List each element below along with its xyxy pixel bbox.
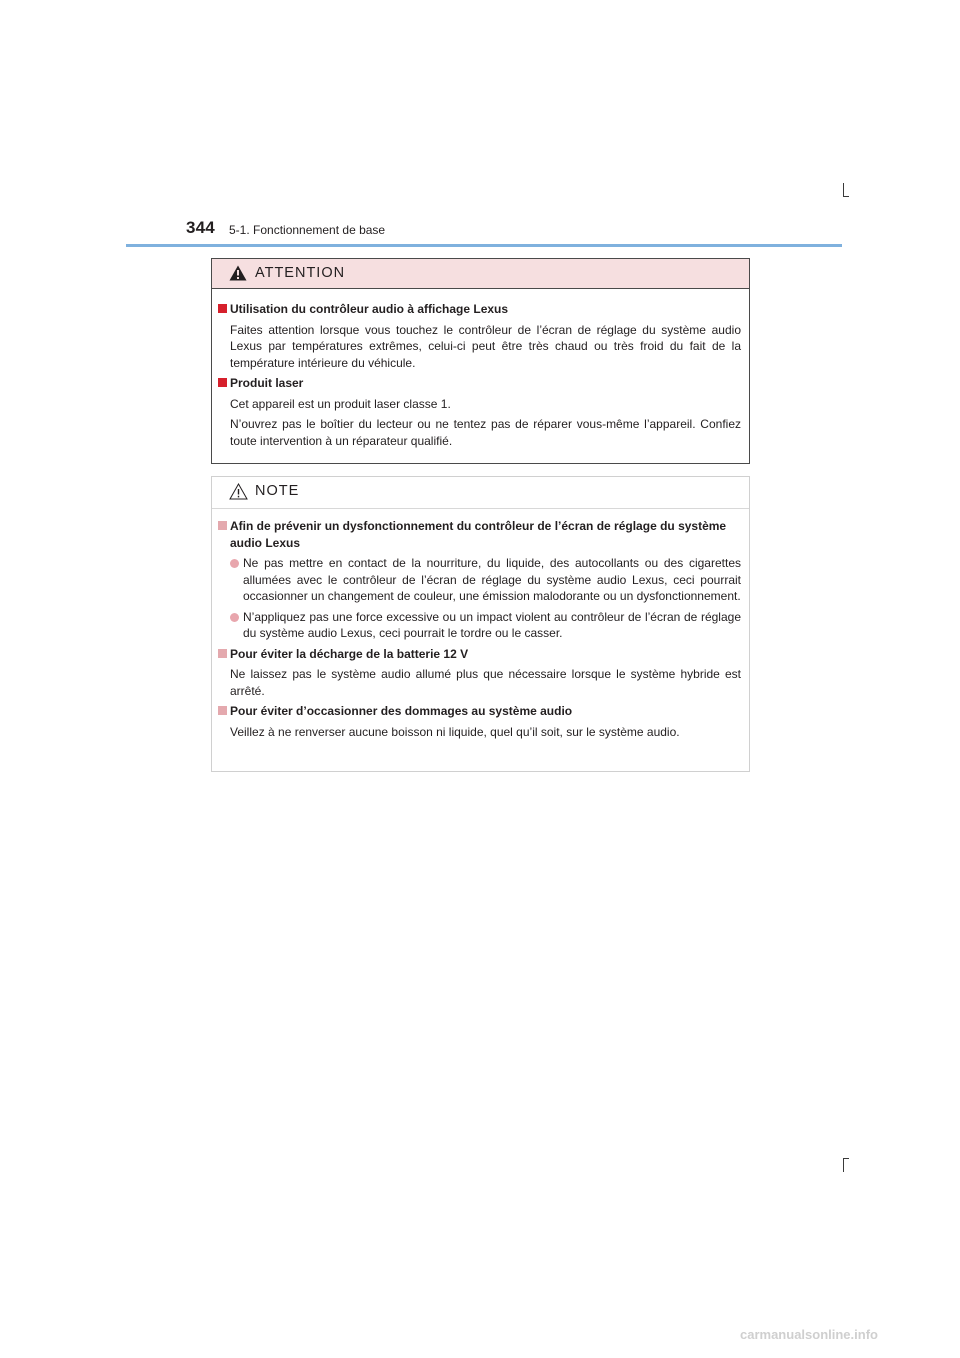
attention-box xyxy=(211,258,750,464)
note-header xyxy=(212,477,749,509)
note-bullet: N’appliquez pas une force excessive ou un impact violent au contrôleur de l’écran de réglage du système audio Lexus, ceci pourrait le tordre ou le casser. xyxy=(212,609,749,642)
heading-square-icon xyxy=(218,521,227,530)
heading-square-icon xyxy=(218,378,227,387)
attention-header xyxy=(212,259,749,289)
note-heading: Afin de prévenir un dysfonctionnement du contrôleur de l’écran de réglage du système audio Lexus xyxy=(212,518,749,551)
note-heading: Pour éviter d’occasionner des dommages au système audio xyxy=(212,703,749,720)
bullet-dot-icon xyxy=(230,559,239,568)
attention-title: ATTENTION xyxy=(255,265,346,281)
page-header xyxy=(186,218,846,246)
note-bullet: Ne pas mettre en contact de la nourriture, du liquide, des autocollants ou des cigarettes allumées avec le contrôleur de l’écran de réglage du système audio Lexus, ceci pourrait occasionner un changement de couleur, une émission malodorante ou un dysfonctionnement. xyxy=(212,555,749,605)
attention-paragraph: N’ouvrez pas le boîtier du lecteur ou ne tentez pas de réparer vous-même l’appareil. Confiez toute intervention à un réparateur qualifié. xyxy=(230,417,741,448)
heading-square-icon xyxy=(218,304,227,313)
heading-square-icon xyxy=(218,649,227,658)
crop-mark-bottom-foot xyxy=(843,1158,849,1159)
attention-heading: Utilisation du contrôleur audio à affichage Lexus xyxy=(212,301,749,318)
attention-paragraph: Faites attention lorsque vous touchez le contrôleur de l’écran de réglage du système audio Lexus par températures extrêmes, celui-ci peut être très chaud ou très froid du fait de la température intérieure du véhicule. xyxy=(230,322,741,370)
heading-square-icon xyxy=(218,706,227,715)
attention-heading: Produit laser xyxy=(212,375,749,392)
note-paragraph: Veillez à ne renverser aucune boisson ni liquide, quel qu’il soit, sur le système audio. xyxy=(230,724,680,739)
attention-content xyxy=(212,301,749,453)
note-heading: Pour éviter la décharge de la batterie 12 V xyxy=(212,646,749,663)
crop-mark-top xyxy=(843,183,844,197)
header-rule xyxy=(126,244,842,247)
crop-mark-top-foot xyxy=(843,196,849,197)
section-title: 5-1. Fonctionnement de base xyxy=(229,223,386,237)
bullet-dot-icon xyxy=(230,613,239,622)
note-content xyxy=(212,518,749,744)
crop-mark-bottom xyxy=(843,1158,844,1172)
attention-paragraph: Cet appareil est un produit laser classe 1. xyxy=(230,396,451,411)
note-title: NOTE xyxy=(255,483,300,499)
note-box xyxy=(211,476,750,772)
note-paragraph: Ne laissez pas le système audio allumé plus que nécessaire lorsque le système hybride est arrêté. xyxy=(230,667,741,698)
page-number: 344 xyxy=(186,218,215,237)
warning-icon xyxy=(229,265,247,281)
caution-outline-icon xyxy=(229,483,248,500)
watermark-text: carmanualsonline.info xyxy=(740,1327,878,1342)
